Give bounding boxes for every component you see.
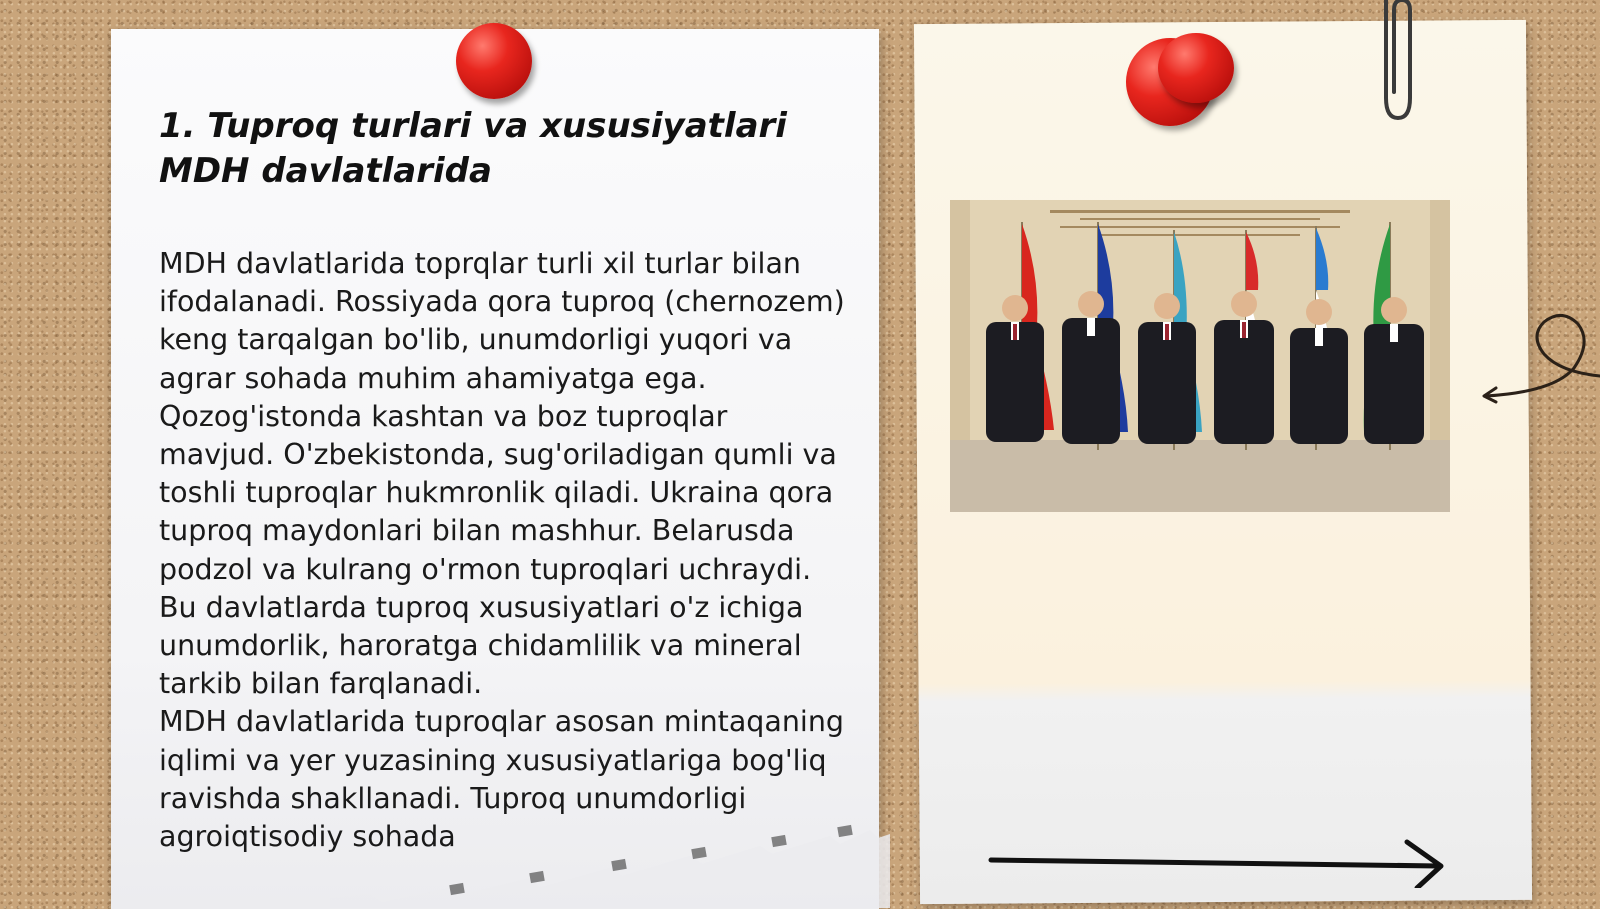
note-body xyxy=(159,245,849,856)
group-photo-with-flags xyxy=(950,200,1450,512)
note-paragraph: MDH davlatlarida toprqlar turli xil turlar bilan ifodalanadi. Rossiyada qora tuproq (chernozem) keng tarqalgan bo'lib, unumdorligi yuqori va agrar sohada muhim ahamiyatga ega. Qozog'istonda kashtan va boz tuproqlar mavjud. O'zbekistonda, sug'oriladigan qumli va toshli tuproqlar hukmronlik qiladi. Ukraina qora tuproq maydonlari bilan mashhur. Belarusda podzol va kulrang o'rmon tuproqlari uchraydi. Bu davlatlarda tuproq xususiyatlari o'z ichiga unumdorlik, haroratga chidamlilik va mineral tarkib bilan farqlanadi. xyxy=(159,247,845,701)
arrow-right-icon xyxy=(985,838,1450,888)
note-title: 1. Tuproq turlari va xususiyatlari MDH davlatlarida xyxy=(159,106,787,191)
paperclip-icon xyxy=(1372,0,1422,125)
red-pushpin-icon xyxy=(1158,33,1234,103)
curly-arrow-icon xyxy=(1480,310,1600,410)
note-paragraph: MDH davlatlarida tuproqlar asosan mintaqaning iqlimi va yer yuzasining xususiyatlariga bog'liq ravishda shakllanadi. Tuproq unumdorligi agroiqtisodiy sohada xyxy=(159,705,845,854)
red-pushpin-icon xyxy=(456,23,532,99)
